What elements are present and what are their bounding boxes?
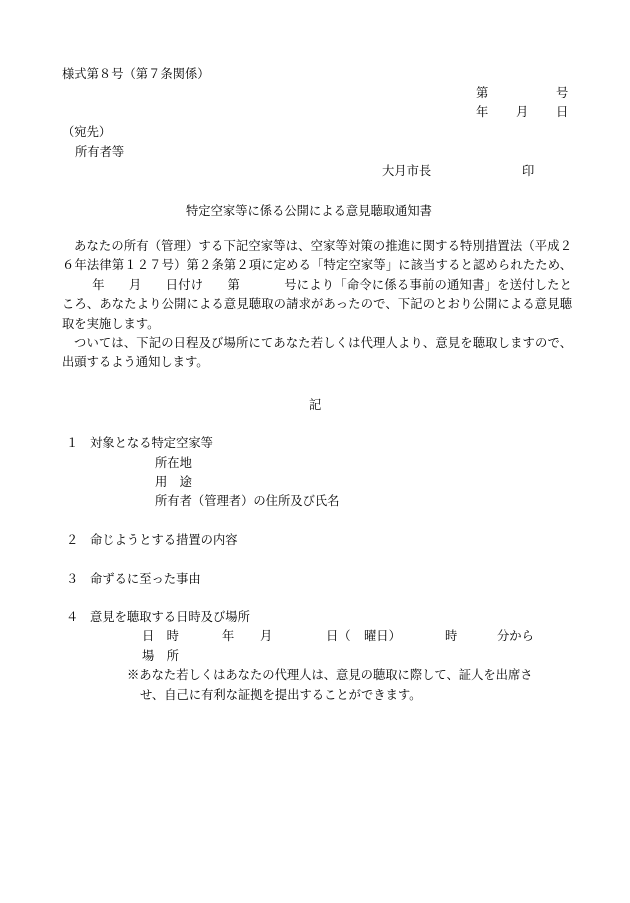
item2-number: ２ bbox=[66, 533, 79, 547]
item4-number: ４ bbox=[66, 610, 79, 624]
date-day: 日 bbox=[556, 105, 569, 119]
document-number-prefix: 第 bbox=[476, 86, 489, 100]
item4-month: 月 bbox=[260, 629, 273, 643]
item4-minute: 分から bbox=[497, 629, 534, 643]
form-number: 様式第８号（第７条関係） bbox=[62, 67, 210, 81]
ki-marker: 記 bbox=[309, 398, 322, 412]
item4-datetime-label: 日 時 bbox=[142, 629, 179, 643]
addressee-label: （宛先） bbox=[62, 125, 112, 139]
date-month: 月 bbox=[516, 105, 529, 119]
body-paragraph-1: あなたの所有（管理）する下記空家等は、空家等対策の推進に関する特別措置法（平成２６年法律第１２７号）第２条第２項に定める「特定空家等」に該当すると認められたため、年 月 日付け 第 号により「命令に係る事前の通知書」を送付したところ、あなたより公開による意見聴取の請求があったので、下記のとおり公開による意見聴取を実施します。 bbox=[62, 239, 572, 331]
addressee-name: 所有者等 bbox=[75, 145, 125, 159]
item4-note-line2: せ、自己に有利な証拠を提出することができます。 bbox=[140, 688, 422, 702]
item2-title: 命じようとする措置の内容 bbox=[90, 533, 238, 547]
item4-place-label: 場 所 bbox=[142, 649, 179, 663]
item1-owner: 所有者（管理者）の住所及び氏名 bbox=[155, 494, 340, 508]
seal-mark: 印 bbox=[522, 164, 535, 178]
item1-title: 対象となる特定空家等 bbox=[90, 436, 213, 450]
item4-title: 意見を聴取する日時及び場所 bbox=[90, 610, 250, 624]
document-number-suffix: 号 bbox=[556, 86, 569, 100]
body-text bbox=[62, 237, 572, 373]
item1-number: １ bbox=[66, 436, 79, 450]
item4-note-line1: ※あなた若しくはあなたの代理人は、意見の聴取に際して、証人を出席さ bbox=[127, 668, 533, 682]
item4-weekday: 曜日） bbox=[364, 629, 401, 643]
sender-title: 大月市長 bbox=[382, 164, 432, 178]
item4-day: 日（ bbox=[326, 629, 351, 643]
item4-year: 年 bbox=[222, 629, 235, 643]
document-title: 特定空家等に係る公開による意見聴取通知書 bbox=[186, 204, 432, 218]
date-year: 年 bbox=[476, 105, 489, 119]
item4-hour: 時 bbox=[445, 629, 458, 643]
item3-title: 命ずるに至った事由 bbox=[90, 572, 201, 586]
item1-location: 所在地 bbox=[155, 456, 192, 470]
item3-number: ３ bbox=[66, 572, 79, 586]
item1-usage: 用 途 bbox=[155, 475, 192, 489]
body-paragraph-2: ついては、下記の日程及び場所にてあなた若しくは代理人より、意見を聴取しますので、出頭するよう通知します。 bbox=[62, 336, 572, 370]
